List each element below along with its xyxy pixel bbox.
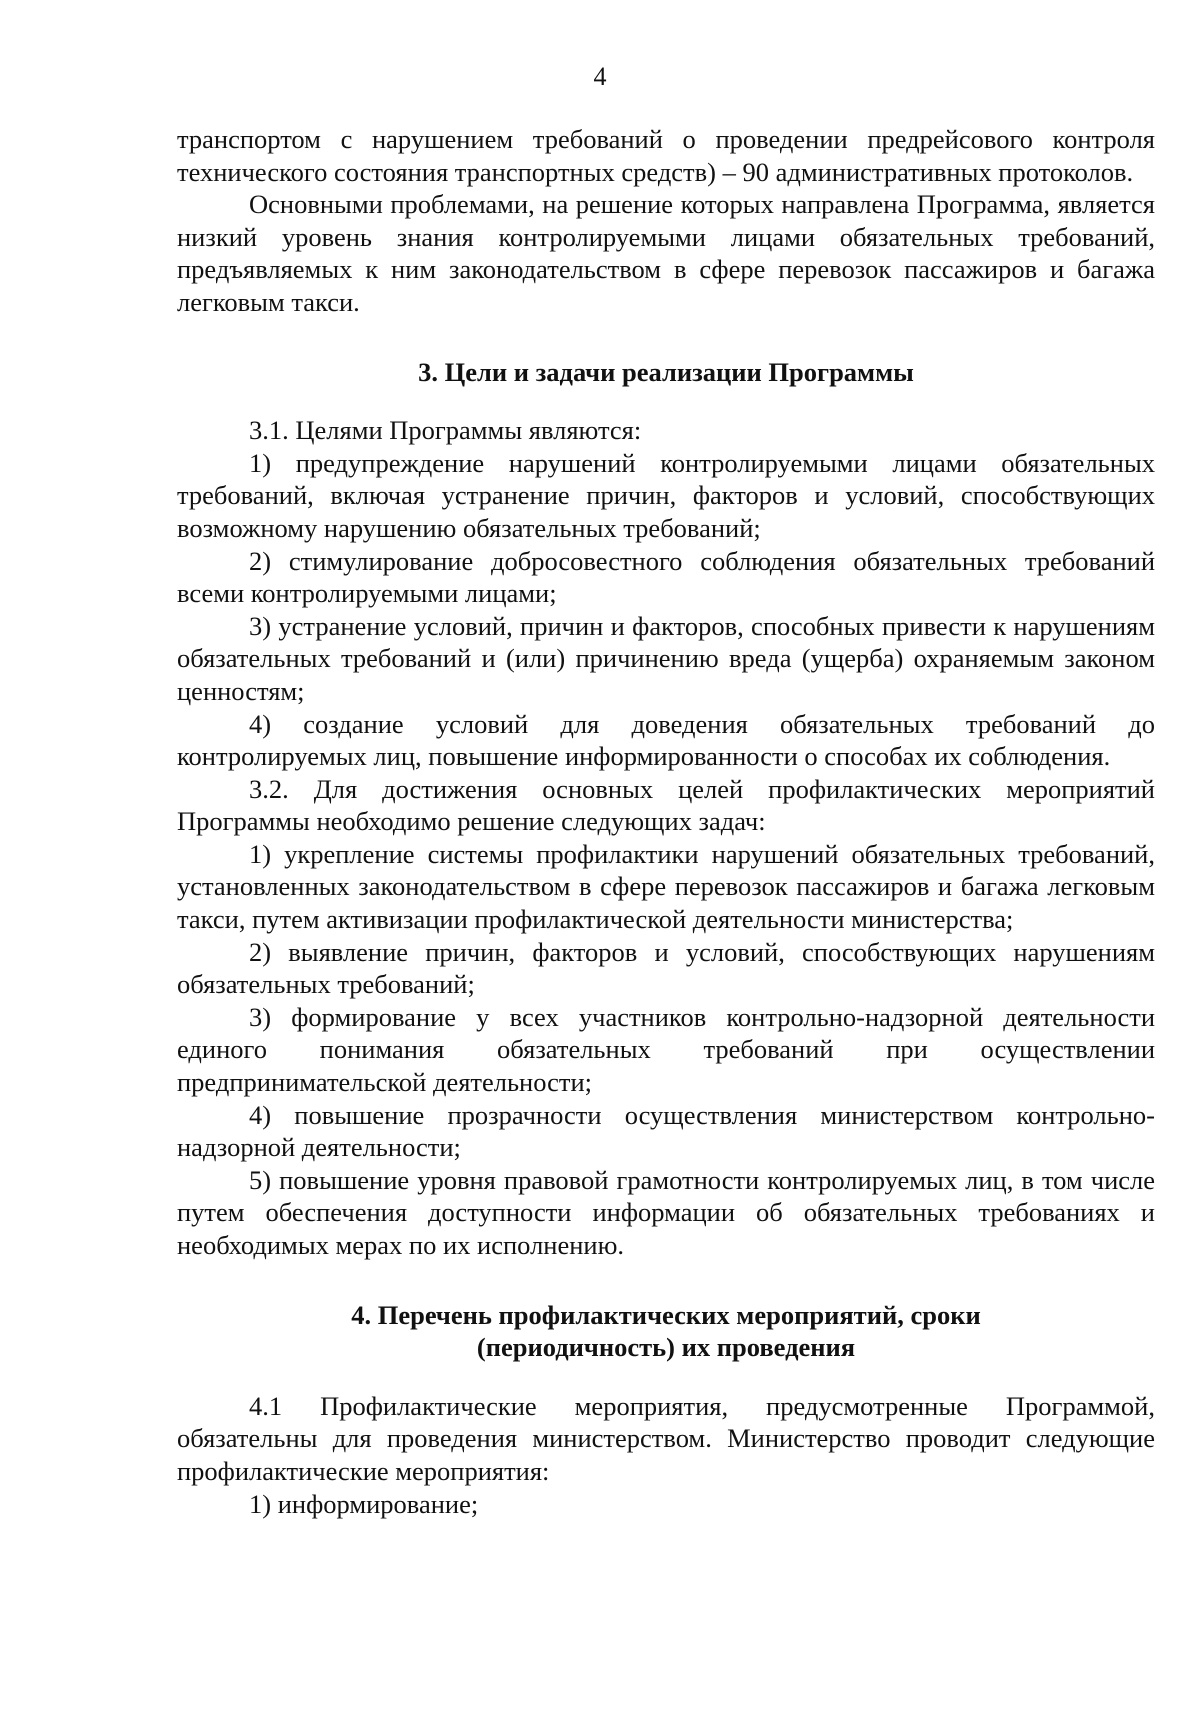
continuation-paragraph: транспортом с нарушением требований о проведении предрейсового контроля технического состояния транспортных средств) – 90 административных протоколов. xyxy=(177,124,1155,187)
problems-paragraph: Основными проблемами, на решение которых направлена Программа, является низкий уровень знания контролируемыми лицами обязательных требований, предъявляемых к ним законодательством в сфере перевозок пассажиров и багажа легковым такси. xyxy=(177,189,1155,317)
goal-item: 4) создание условий для доведения обязательных требований до контролируемых лиц, повышение информированности о способах их соблюдения. xyxy=(177,708,1155,772)
goal-item: 1) предупреждение нарушений контролируемыми лицами обязательных требований, включая устранение причин, факторов и условий, способствующих возможному нарушению обязательных требований; xyxy=(177,447,1155,543)
section-4-heading-line-2: (периодичность) их проведения xyxy=(476,1332,856,1363)
task-item: 1) укрепление системы профилактики нарушений обязательных требований, установленных законодательством в сфере перевозок пассажиров и багажа легковым такси, путем активизации профилактической деятельности министерства; xyxy=(177,838,1155,935)
spacer xyxy=(177,1262,1155,1299)
goal-item: 3) устранение условий, причин и факторов, способных привести к нарушениям обязательных требований и (или) причинению вреда (ущерба) охраняемым законом ценностям; xyxy=(177,610,1155,706)
section-4-heading xyxy=(177,1299,1155,1364)
measure-item: 1) информирование; xyxy=(249,1488,479,1519)
page-number: 4 xyxy=(593,62,607,91)
task-item: 5) повышение уровня правовой грамотности контролируемых лиц, в том числе путем обеспечения доступности информации об обязательных требованиях и необходимых мерах по их исполнению. xyxy=(177,1164,1155,1260)
section-4-heading-line-1: 4. Перечень профилактических мероприятий, сроки xyxy=(351,1299,981,1330)
task-item: 2) выявление причин, факторов и условий, способствующих нарушениям обязательных требований; xyxy=(177,936,1155,1000)
section-3-heading: 3. Цели и задачи реализации Программы xyxy=(418,356,914,387)
measures-paragraph: 4.1 Профилактические мероприятия, предусмотренные Программой, обязательны для проведения министерством. Министерство проводит следующие профилактические мероприятия: xyxy=(177,1390,1155,1486)
tasks-intro: 3.2. Для достижения основных целей профилактических мероприятий Программы необходимо решение следующих задач: xyxy=(177,773,1155,837)
spacer xyxy=(177,388,1155,414)
task-item: 4) повышение прозрачности осуществления министерством контрольно-надзорной деятельности; xyxy=(177,1099,1155,1163)
goal-item: 2) стимулирование добросовестного соблюдения обязательных требований всеми контролируемыми лицами; xyxy=(177,545,1155,609)
task-item: 3) формирование у всех участников контрольно-надзорной деятельности единого понимания обязательных требований при осуществлении предпринимательской деятельности; xyxy=(177,1001,1155,1098)
spacer xyxy=(177,1364,1155,1390)
document-body xyxy=(177,123,1155,1520)
goals-intro: 3.1. Целями Программы являются: xyxy=(249,415,642,446)
spacer xyxy=(177,319,1155,356)
